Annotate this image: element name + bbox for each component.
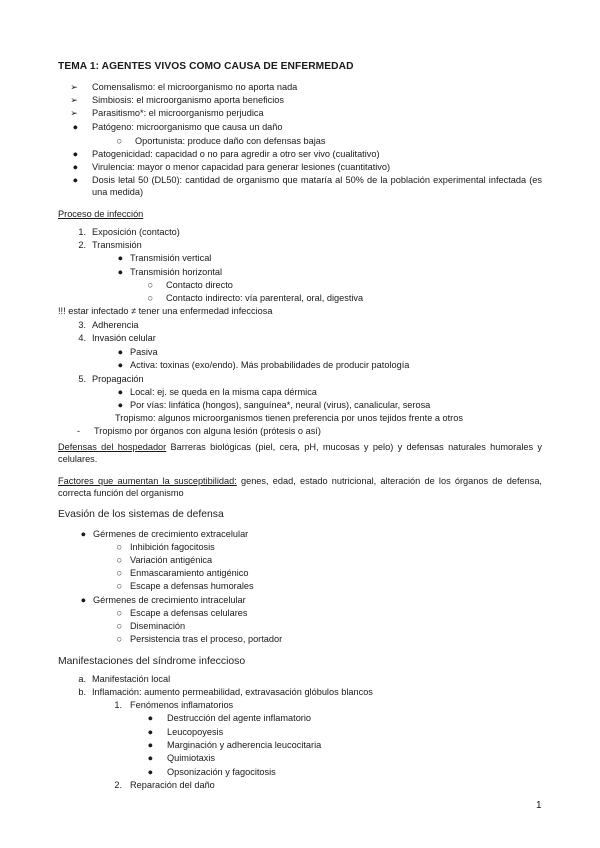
list-item-text: Gérmenes de crecimiento intracelular xyxy=(93,595,246,605)
disc-bullet-icon: ● xyxy=(117,267,123,277)
circle-bullet-icon: ○ xyxy=(116,568,122,578)
circle-bullet-icon: ○ xyxy=(116,136,122,146)
disc-bullet-icon: ● xyxy=(147,740,153,750)
list-letter: a. xyxy=(78,674,86,684)
section-heading-proceso: Proceso de infección xyxy=(58,209,144,219)
list-item-text: Pasiva xyxy=(130,347,158,357)
disc-bullet-icon: ● xyxy=(72,149,78,159)
list-item-text: Enmascaramiento antigénico xyxy=(130,568,249,578)
list-item-text: Persistencia tras el proceso, portador xyxy=(130,634,283,644)
note-infectado: !!! estar infectado ≠ tener una enfermedad infecciosa xyxy=(58,306,273,316)
disc-bullet-icon: ● xyxy=(147,753,153,763)
list-item-text: Activa: toxinas (exo/endo). Más probabilidades de producir patología xyxy=(130,360,410,370)
list-item-text: Escape a defensas humorales xyxy=(130,581,254,591)
factores-paragraph xyxy=(58,475,542,499)
disc-bullet-icon: ● xyxy=(147,713,153,723)
disc-bullet-icon: ● xyxy=(117,387,123,397)
list-item-text: Exposición (contacto) xyxy=(92,227,180,237)
list-item-text: Tropismo por órganos con alguna lesión (prótesis o así) xyxy=(94,426,321,436)
circle-bullet-icon: ○ xyxy=(116,555,122,565)
list-item-text: Patógeno: microorganismo que causa un daño xyxy=(92,122,283,132)
defensas-paragraph xyxy=(58,441,542,465)
dash-bullet-icon: - xyxy=(76,426,80,436)
list-number: 2. xyxy=(78,240,86,250)
disc-bullet-icon: ● xyxy=(72,162,78,172)
list-item-text: Opsonización y fagocitosis xyxy=(167,767,276,777)
disc-bullet-icon: ● xyxy=(80,595,86,605)
list-item-text: Contacto indirecto: vía parenteral, oral, digestiva xyxy=(166,293,364,303)
disc-bullet-icon: ● xyxy=(117,360,123,370)
list-item-text: Propagación xyxy=(92,374,144,384)
disc-bullet-icon: ● xyxy=(117,253,123,263)
list-item-text: Por vías: linfática (hongos), sanguínea*, neural (virus), canalicular, serosa xyxy=(130,400,431,410)
list-item-text: Contacto directo xyxy=(166,280,233,290)
list-item-text: Adherencia xyxy=(92,320,139,330)
list-item-text: Tropismo: algunos microorganismos tienen preferencia por unos tejidos frente a otros xyxy=(115,413,463,423)
arrow-bullet-icon: ➢ xyxy=(70,95,78,105)
list-number: 1. xyxy=(114,700,122,710)
list-item-text: Inflamación: aumento permeabilidad, extravasación glóbulos blancos xyxy=(92,687,373,697)
list-item-text: Escape a defensas celulares xyxy=(130,608,248,618)
list-item-text: Patogenicidad: capacidad o no para agredir a otro ser vivo (cualitativo) xyxy=(92,149,380,159)
list-number: 5. xyxy=(78,374,86,384)
list-item-text: Leucopoyesis xyxy=(167,727,224,737)
page-number: 1 xyxy=(536,800,542,811)
list-item-text: Quimiotaxis xyxy=(167,753,215,763)
disc-bullet-icon: ● xyxy=(147,767,153,777)
list-number: 1. xyxy=(78,227,86,237)
list-item-text: Oportunista: produce daño con defensas bajas xyxy=(135,136,326,146)
list-number: 2. xyxy=(114,780,122,790)
disc-bullet-icon: ● xyxy=(80,529,86,539)
list-item-text: Fenómenos inflamatorios xyxy=(130,700,234,710)
disc-bullet-icon: ● xyxy=(117,347,123,357)
disc-bullet-icon: ● xyxy=(72,175,78,185)
list-item-text: Dosis letal 50 (DL50): cantidad de organismo que mataría al 50% de la población experimental infectada (es una medida) xyxy=(92,175,542,197)
disc-bullet-icon: ● xyxy=(147,727,153,737)
list-item-text: Destrucción del agente inflamatorio xyxy=(167,713,312,723)
arrow-bullet-icon: ➢ xyxy=(70,82,78,92)
circle-bullet-icon: ○ xyxy=(116,542,122,552)
factores-label: Factores que aumentan la susceptibilidad: xyxy=(58,476,237,486)
circle-bullet-icon: ○ xyxy=(116,621,122,631)
circle-bullet-icon: ○ xyxy=(116,581,122,591)
list-number: 3. xyxy=(78,320,86,330)
list-item-text: Local: ej. se queda en la misma capa dérmica xyxy=(130,387,317,397)
list-item-text: Virulencia: mayor o menor capacidad para generar lesiones (cuantitativo) xyxy=(92,162,391,172)
list-letter: b. xyxy=(78,687,86,697)
defensas-label: Defensas del hospedador xyxy=(58,442,167,452)
factores-text: genes, edad, estado nutricional, alteración de los órganos de defensa, correcta función del organismo xyxy=(58,476,542,498)
circle-bullet-icon: ○ xyxy=(116,608,122,618)
list-item-text: Inhibición fagocitosis xyxy=(130,542,215,552)
disc-bullet-icon: ● xyxy=(117,400,123,410)
section-heading-manifestaciones: Manifestaciones del síndrome infeccioso xyxy=(58,656,246,667)
list-item-text: Manifestación local xyxy=(92,674,171,684)
list-item-text: Transmisión horizontal xyxy=(130,267,223,277)
list-item-text: Diseminación xyxy=(130,621,186,631)
list-item-text: Comensalismo: el microorganismo no aporta nada xyxy=(92,82,298,92)
list-item-text: Gérmenes de crecimiento extracelular xyxy=(93,529,249,539)
list-number: 4. xyxy=(78,333,86,343)
list-item-text: Marginación y adherencia leucocitaria xyxy=(167,740,322,750)
list-item-text: Invasión celular xyxy=(92,333,156,343)
section-heading-evasion: Evasión de los sistemas de defensa xyxy=(58,509,224,520)
arrow-bullet-icon: ➢ xyxy=(70,108,78,118)
document-title: TEMA 1: AGENTES VIVOS COMO CAUSA DE ENFERMEDAD xyxy=(58,61,354,72)
list-item-text: Variación antigénica xyxy=(130,555,213,565)
disc-bullet-icon: ● xyxy=(72,122,78,132)
defensas-text: Barreras biológicas (piel, cera, pH, mucosas y pelo) y defensas naturales humorales y celulares. xyxy=(58,442,542,464)
circle-bullet-icon: ○ xyxy=(147,280,153,290)
list-item-text: Simbiosis: el microorganismo aporta beneficios xyxy=(92,95,284,105)
list-item-text: Parasitismo*: el microorganismo perjudica xyxy=(92,108,264,118)
circle-bullet-icon: ○ xyxy=(147,293,153,303)
list-item-text: Reparación del daño xyxy=(130,780,215,790)
circle-bullet-icon: ○ xyxy=(116,634,122,644)
list-item-text: Transmisión vertical xyxy=(130,253,212,263)
list-item-text: Transmisión xyxy=(92,240,142,250)
